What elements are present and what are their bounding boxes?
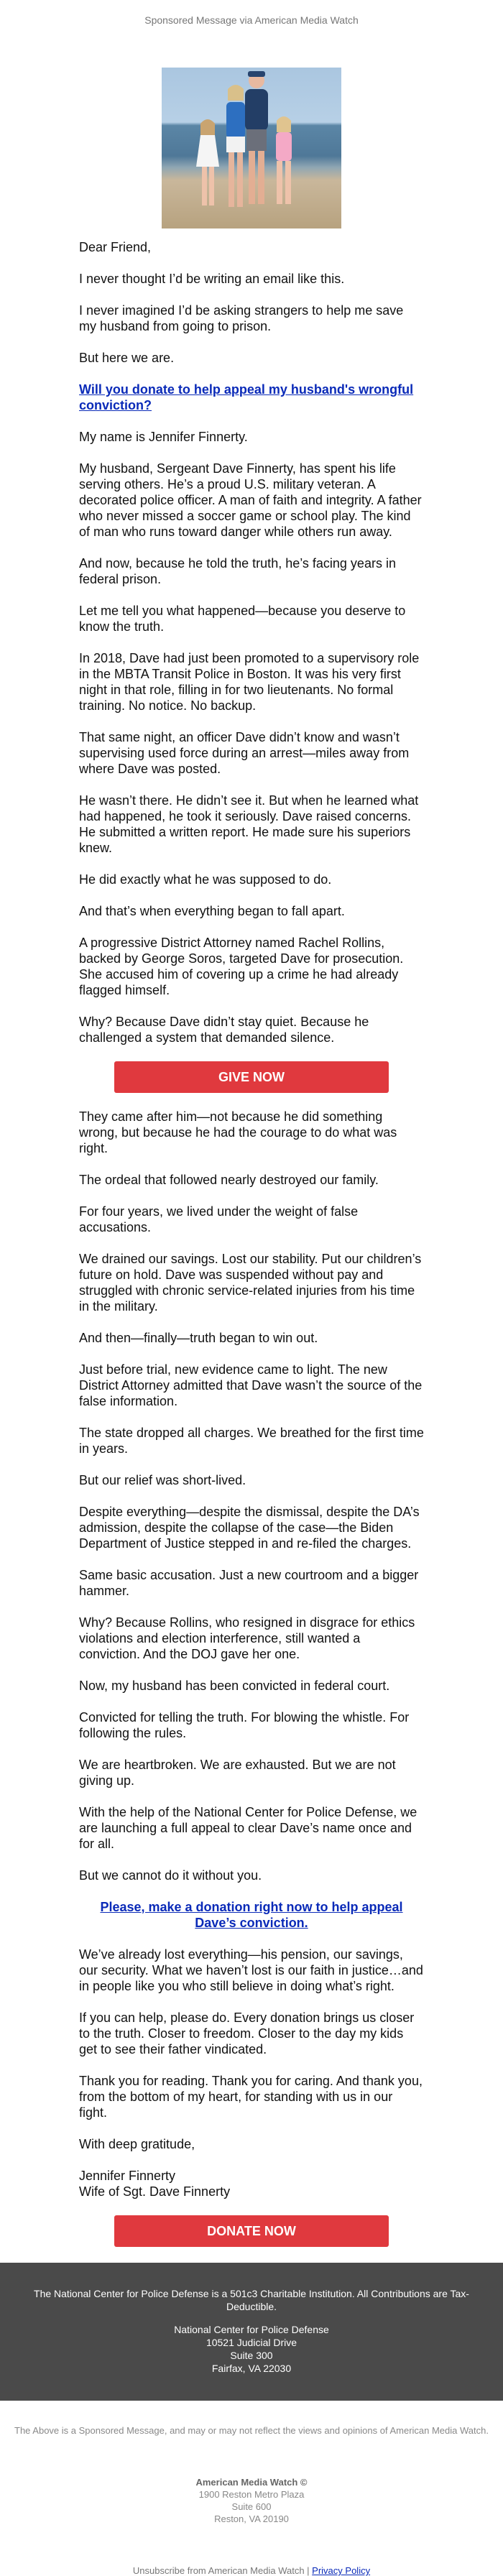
hero-photo-container: [0, 68, 503, 232]
family-photo: [162, 68, 341, 228]
paragraph: But here we are.: [79, 351, 175, 365]
charity-name: National Center for Police Defense: [174, 2324, 329, 2335]
sponsored-disclaimer: The Above is a Sponsored Message, and may or may not reflect the views and opinions of American Media Watch.: [14, 2425, 489, 2436]
paragraph: We’ve already lost everything—his pension, our savings, our security. What we haven’t lost is our faith in justice…and in people like you who still believe in doing what’s right.: [79, 1947, 423, 1993]
charity-city: Fairfax, VA 22030: [211, 2363, 292, 2374]
paragraph: Why? Because Dave didn’t stay quiet. Because he challenged a system that demanded silence.: [79, 1015, 369, 1045]
paragraph: We drained our savings. Lost our stability. Put our children’s future on hold. Dave was suspended without pay and struggled with chronic service-related injuries from his time in the military.: [79, 1252, 422, 1314]
paragraph: That same night, an officer Dave didn’t know and wasn’t supervising used force during an arrest—miles away from where Dave was posted.: [79, 730, 410, 776]
charity-suite: Suite 300: [230, 2350, 273, 2361]
paragraph: He wasn’t there. He didn’t see it. But when he learned what had happened, he took it seriously. Dave raised concerns. He submitted a written report. He made sure his superiors knew.: [79, 793, 419, 855]
paragraph: They came after him—not because he did something wrong, but because he had the courage to do what was right.: [79, 1109, 397, 1155]
sender-street: 1900 Reston Metro Plaza: [198, 2489, 305, 2500]
separator: |: [304, 2565, 313, 2576]
paragraph: And that’s when everything began to fall apart.: [79, 904, 345, 918]
paragraph: I never imagined I’d be asking strangers to help me save my husband from going to prison.: [79, 303, 404, 333]
paragraph: The ordeal that followed nearly destroyed our family.: [79, 1173, 379, 1187]
give-now-button[interactable]: GIVE NOW: [114, 1061, 389, 1093]
paragraph: If you can help, please do. Every donation brings us closer to the truth. Closer to freedom. Closer to the day my kids get to see their father vindicated.: [79, 2011, 415, 2056]
paragraph: But we cannot do it without you.: [79, 1868, 262, 1883]
letter-body: [79, 239, 424, 2247]
charity-street: 10521 Judicial Drive: [206, 2337, 297, 2348]
paragraph: The state dropped all charges. We breathed for the first time in years.: [79, 1426, 424, 1456]
sender-address: [0, 2476, 503, 2525]
paragraph: Let me tell you what happened—because you deserve to know the truth.: [79, 604, 406, 634]
tax-deductible-note: The National Center for Police Defense is a 501c3 Charitable Institution. All Contributions are Tax-Deductible.: [34, 2288, 469, 2312]
paragraph: And now, because he told the truth, he’s facing years in federal prison.: [79, 556, 396, 586]
paragraph: Convicted for telling the truth. For blowing the whistle. For following the rules.: [79, 1710, 410, 1740]
paragraph: A progressive District Attorney named Rachel Rollins, backed by George Soros, targeted Dave for prosecution. She accused him of covering up a crime he had already flagged himself.: [79, 936, 404, 997]
paragraph: I never thought I’d be writing an email like this.: [79, 272, 345, 286]
paragraph: And then—finally—truth began to win out.: [79, 1331, 318, 1345]
signoff: With deep gratitude,: [79, 2137, 195, 2151]
donate-appeal-link[interactable]: Will you donate to help appeal my husband's wrongful conviction?: [79, 382, 414, 412]
charity-footer: [0, 2263, 503, 2401]
family-photo-illustration: [162, 68, 341, 228]
paragraph: Now, my husband has been convicted in federal court.: [79, 1679, 390, 1693]
paragraph: Why? Because Rollins, who resigned in disgrace for ethics violations and election interference, still wanted a conviction. And the DOJ gave her one.: [79, 1615, 415, 1661]
paragraph: For four years, we lived under the weight of false accusations.: [79, 1204, 359, 1234]
donate-now-link[interactable]: Please, make a donation right now to help appeal Dave’s conviction.: [100, 1900, 403, 1930]
sender-city: Reston, VA 20190: [214, 2513, 289, 2524]
sponsored-label: Sponsored Message via American Media Watch: [144, 14, 359, 26]
paragraph: But our relief was short-lived.: [79, 1473, 246, 1487]
signature-title: Wife of Sgt. Dave Finnerty: [79, 2184, 231, 2199]
paragraph: My husband, Sergeant Dave Finnerty, has spent his life serving others. He’s a proud U.S. military veteran. A decorated police officer. A man of faith and integrity. A father who never missed a soccer game or school play. The kind of man who runs toward danger while others run away.: [79, 461, 422, 539]
unsubscribe-link[interactable]: Unsubscribe from American Media Watch: [132, 2565, 305, 2576]
paragraph: With the help of the National Center for Police Defense, we are launching a full appeal to clear Dave’s name once and for all.: [79, 1805, 417, 1851]
greeting: Dear Friend,: [79, 240, 152, 254]
paragraph: My name is Jennifer Finnerty.: [79, 430, 248, 444]
signature-name: Jennifer Finnerty: [79, 2169, 176, 2183]
privacy-policy-link[interactable]: Privacy Policy: [312, 2565, 371, 2576]
paragraph: In 2018, Dave had just been promoted to a supervisory role in the MBTA Transit Police in Boston. It was his very first night in that role, filling in for two lieutenants. No formal training. No notice. No backup.: [79, 651, 420, 713]
paragraph: Thank you for reading. Thank you for caring. And thank you, from the bottom of my heart, for standing with us in our fight.: [79, 2074, 423, 2120]
sender-name: American Media Watch ©: [195, 2477, 308, 2488]
charity-address: [29, 2323, 474, 2375]
paragraph: Just before trial, new evidence came to light. The new District Attorney admitted that Dave wasn’t the source of the false information.: [79, 1362, 423, 1408]
paragraph: Despite everything—despite the dismissal, despite the DA’s admission, despite the collapse of the case—the Biden Department of Justice stepped in and re-filed the charges.: [79, 1505, 420, 1551]
unsubscribe-bar: [0, 2565, 503, 2576]
signature: [79, 2168, 424, 2199]
paragraph: He did exactly what he was supposed to do.: [79, 872, 332, 887]
sender-suite: Suite 600: [231, 2501, 272, 2512]
paragraph: Same basic accusation. Just a new courtroom and a bigger hammer.: [79, 1568, 419, 1598]
donate-now-button[interactable]: DONATE NOW: [114, 2215, 389, 2247]
paragraph: We are heartbroken. We are exhausted. But we are not giving up.: [79, 1758, 396, 1788]
